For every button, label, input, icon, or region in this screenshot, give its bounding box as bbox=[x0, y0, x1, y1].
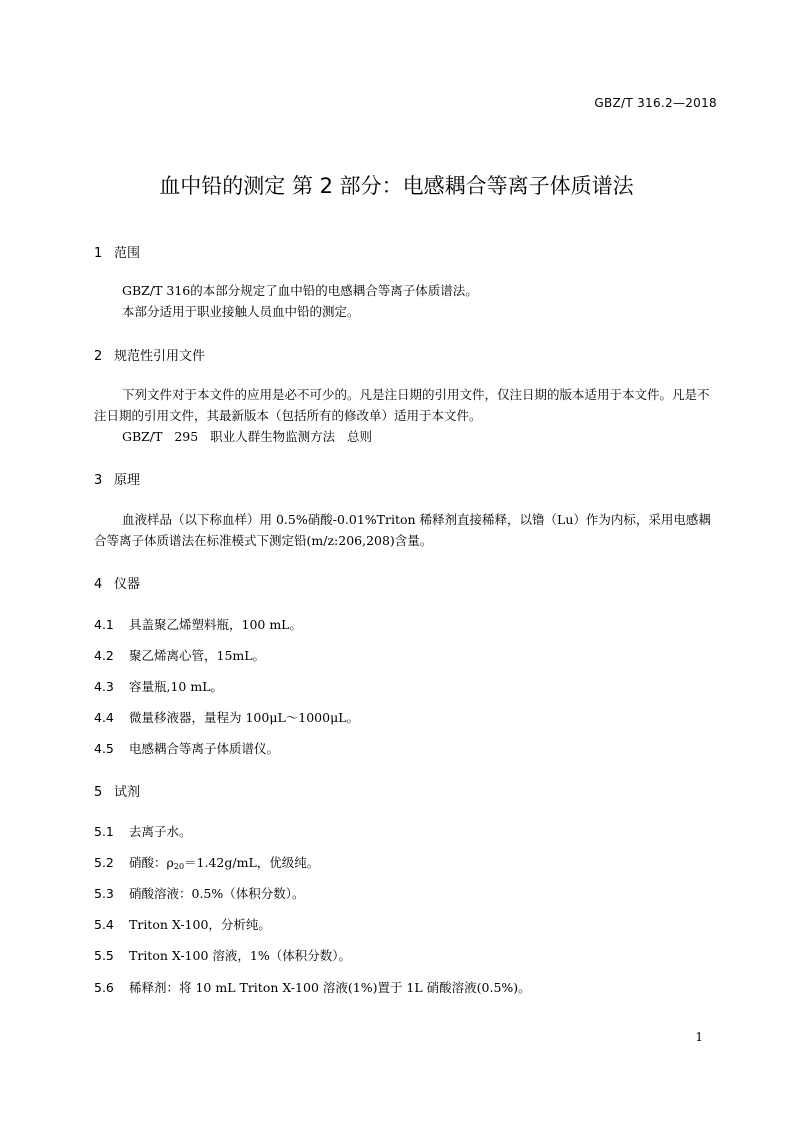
list-item bbox=[94, 946, 351, 964]
item-number: 5.6 bbox=[94, 980, 114, 995]
paragraph: 下列文件对于本文件的应用是必不可少的。凡是注日期的引用文件，仅注日期的版本适用于本文件。凡是不注日期的引用文件，其最新版本（包括所有的修改单）适用于本文件。 bbox=[94, 387, 710, 423]
item-text: 稀释剂：将 10 mL Triton X-100 溶液(1%)置于 1L 硝酸溶液(0.5%)。 bbox=[129, 980, 531, 995]
list-item bbox=[94, 677, 223, 695]
referenced-document: GBZ/T 295 职业人群生物监测方法 总则 bbox=[122, 429, 373, 444]
paragraph: 血液样品（以下称血样）用 0.5%硝酸-0.01%Triton 稀释剂直接稀释，以镥（Lu）作为内标，采用电感耦合等离子体质谱法在标准模式下测定铅(m/z:206,208)含量。 bbox=[94, 512, 711, 548]
item-text: 硝酸溶液：0.5%（体积分数）。 bbox=[129, 886, 305, 901]
section-3-body bbox=[94, 509, 716, 551]
item-number: 4.3 bbox=[94, 679, 114, 694]
section-1-heading bbox=[94, 242, 140, 261]
item-text: Triton X-100，分析纯。 bbox=[129, 917, 271, 932]
section-5-heading bbox=[94, 781, 140, 800]
document-title: 血中铅的测定 第 2 部分：电感耦合等离子体质谱法 bbox=[159, 174, 634, 198]
item-number: 5.2 bbox=[94, 855, 114, 870]
item-text: Triton X-100 溶液，1%（体积分数）。 bbox=[129, 948, 351, 963]
list-item bbox=[94, 853, 319, 871]
section-number: 4 bbox=[94, 577, 103, 592]
item-text: 去离子水。 bbox=[129, 824, 192, 839]
item-number: 4.4 bbox=[94, 710, 114, 725]
standard-code: GBZ/T 316.2—2018 bbox=[594, 96, 717, 110]
paragraph: GBZ/T 316的本部分规定了血中铅的电感耦合等离子体质谱法。 bbox=[122, 283, 478, 298]
item-number: 5.4 bbox=[94, 917, 114, 932]
section-1-body bbox=[94, 280, 716, 322]
item-text-a: 硝酸：ρ bbox=[129, 855, 174, 870]
section-title: 仪器 bbox=[114, 577, 141, 592]
item-text: 微量移液器，量程为 100μL～1000μL。 bbox=[129, 710, 359, 725]
list-item bbox=[94, 739, 279, 757]
item-number: 4.5 bbox=[94, 741, 114, 756]
density-subscript: 20 bbox=[173, 862, 185, 871]
item-number: 5.5 bbox=[94, 948, 114, 963]
list-item bbox=[94, 884, 305, 902]
section-number: 5 bbox=[94, 785, 103, 800]
list-item bbox=[94, 615, 302, 633]
section-title: 试剂 bbox=[114, 785, 141, 800]
paragraph: 本部分适用于职业接触人员血中铅的测定。 bbox=[122, 304, 360, 319]
section-title: 范围 bbox=[114, 246, 141, 261]
section-2-body bbox=[94, 384, 716, 447]
list-item bbox=[94, 646, 265, 664]
item-number: 4.1 bbox=[94, 617, 114, 632]
section-4-heading bbox=[94, 573, 140, 592]
item-number: 4.2 bbox=[94, 648, 114, 663]
list-item bbox=[94, 915, 271, 933]
item-text: 电感耦合等离子体质谱仪。 bbox=[129, 741, 280, 756]
item-text-b: ＝1.42g/mL，优级纯。 bbox=[184, 855, 320, 870]
page-number: 1 bbox=[695, 1030, 703, 1044]
list-item bbox=[94, 822, 192, 840]
list-item bbox=[94, 978, 531, 996]
section-title: 规范性引用文件 bbox=[114, 349, 206, 364]
item-text: 聚乙烯离心管，15mL。 bbox=[129, 648, 266, 663]
item-text: 具盖聚乙烯塑料瓶，100 mL。 bbox=[129, 617, 302, 632]
item-number: 5.3 bbox=[94, 886, 114, 901]
item-text: 容量瓶,10 mL。 bbox=[129, 679, 224, 694]
section-title: 原理 bbox=[114, 473, 141, 488]
section-3-heading bbox=[94, 469, 140, 488]
item-number: 5.1 bbox=[94, 824, 114, 839]
list-item bbox=[94, 708, 359, 726]
section-number: 2 bbox=[94, 349, 103, 364]
section-number: 1 bbox=[94, 246, 103, 261]
section-2-heading bbox=[94, 345, 205, 364]
section-number: 3 bbox=[94, 473, 103, 488]
